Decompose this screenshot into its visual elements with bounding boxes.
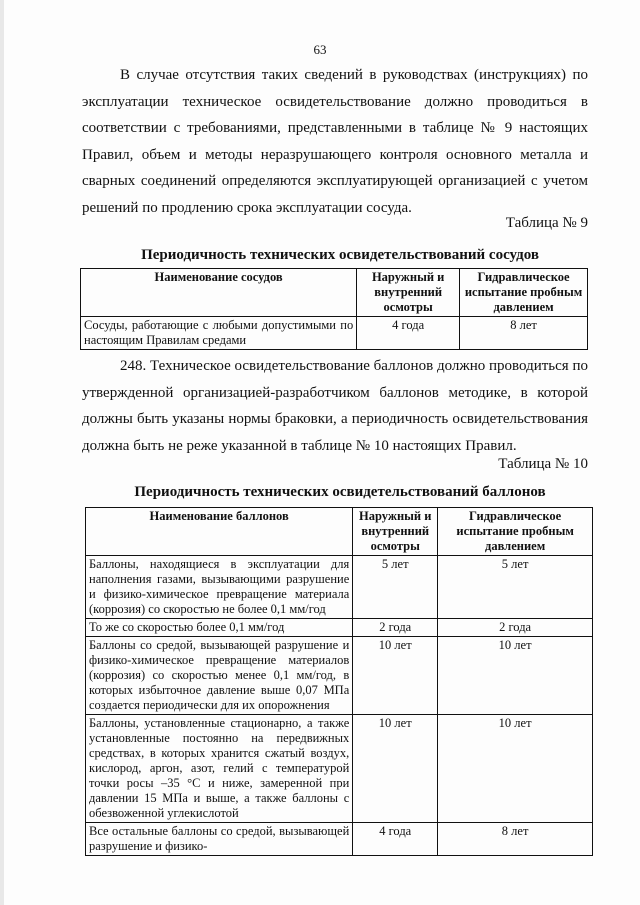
table-9-header-hydrotest: Гидравлическое испытание пробным давлением bbox=[460, 269, 588, 317]
table-10-cell-cylinders: То же со скоростью более 0,1 мм/год bbox=[86, 619, 353, 637]
table-row bbox=[86, 823, 593, 856]
table-10 bbox=[85, 507, 593, 856]
table-10-cell-hydrotest: 2 года bbox=[438, 619, 593, 637]
table-10-title: Периодичность технических освидетельствований баллонов bbox=[134, 484, 546, 500]
page-number: 63 bbox=[313, 42, 327, 57]
table-row bbox=[86, 715, 593, 823]
table-10-cell-inspection: 10 лет bbox=[353, 637, 438, 715]
table-9 bbox=[80, 268, 588, 350]
table-10-cell-inspection: 2 года bbox=[353, 619, 438, 637]
table-10-cell-inspection: 4 года bbox=[353, 823, 438, 856]
table-9-cell-vessels: Сосуды, работающие с любыми допустимыми по настоящим Правилам средами bbox=[81, 317, 357, 350]
table-row bbox=[86, 619, 593, 637]
page-edge bbox=[0, 0, 4, 905]
table-10-cell-inspection: 5 лет bbox=[353, 556, 438, 619]
table-row bbox=[81, 317, 588, 350]
table-9-title: Периодичность технических освидетельствований сосудов bbox=[141, 247, 539, 263]
paragraph-intro bbox=[82, 62, 588, 221]
paragraph-248-text: 248. Техническое освидетельствование баллонов должно проводиться по утвержденной организацией-разработчиком баллонов методике, в которой должны быть указаны нормы браковки, а периодичность освидетельствования должна быть не реже указанной в таблице № 10 настоящих Правил. bbox=[82, 358, 588, 454]
table-10-label: Таблица № 10 bbox=[498, 456, 588, 472]
table-10-cell-cylinders: Все остальные баллоны со средой, вызывающей разрушение и физико- bbox=[86, 823, 353, 856]
table-10-header-cylinders: Наименование баллонов bbox=[86, 508, 353, 556]
table-10-cell-cylinders: Баллоны со средой, вызывающей разрушение и физико-химическое превращение материалов (коррозия) со скоростью менее 0,1 мм/год, в которых избыточное давление выше 0,07 МПа создается периодически для их опорожнения bbox=[86, 637, 353, 715]
table-10-header-row bbox=[86, 508, 593, 556]
table-9-cell-hydrotest: 8 лет bbox=[460, 317, 588, 350]
table-10-header-hydrotest: Гидравлическое испытание пробным давлением bbox=[438, 508, 593, 556]
table-10-cell-cylinders: Баллоны, установленные стационарно, а также установленные постоянно на передвижных средствах, в которых хранится сжатый воздух, кислород, аргон, азот, гелий с температурой точки росы –35 °С и ниже, замеренной при давлении 15 МПа и выше, а также баллоны с обезвоженной углекислотой bbox=[86, 715, 353, 823]
paragraph-intro-text: В случае отсутствия таких сведений в руководствах (инструкциях) по эксплуатации техническое освидетельствование должно проводиться в соответствии с требованиями, представленными в таблице № 9 настоящих Правил, объем и методы неразрушающего контроля основного металла и сварных соединений определяются эксплуатирующей организацией с учетом решений по продлению срока эксплуатации сосуда. bbox=[82, 67, 588, 216]
table-10-cell-hydrotest: 5 лет bbox=[438, 556, 593, 619]
table-row bbox=[86, 637, 593, 715]
paragraph-248 bbox=[82, 353, 588, 459]
table-10-cell-cylinders: Баллоны, находящиеся в эксплуатации для наполнения газами, вызывающими разрушение и физико-химическое превращение материала (коррозия) со скоростью не более 0,1 мм/год bbox=[86, 556, 353, 619]
table-9-header-inspection: Наружный и внутренний осмотры bbox=[357, 269, 460, 317]
table-9-label: Таблица № 9 bbox=[505, 215, 588, 231]
table-10-header-inspection: Наружный и внутренний осмотры bbox=[353, 508, 438, 556]
table-10-cell-hydrotest: 10 лет bbox=[438, 637, 593, 715]
table-10-cell-hydrotest: 10 лет bbox=[438, 715, 593, 823]
table-9-header-vessels: Наименование сосудов bbox=[81, 269, 357, 317]
table-row bbox=[86, 556, 593, 619]
table-9-cell-inspection: 4 года bbox=[357, 317, 460, 350]
table-9-header-row bbox=[81, 269, 588, 317]
table-10-cell-hydrotest: 8 лет bbox=[438, 823, 593, 856]
table-10-cell-inspection: 10 лет bbox=[353, 715, 438, 823]
